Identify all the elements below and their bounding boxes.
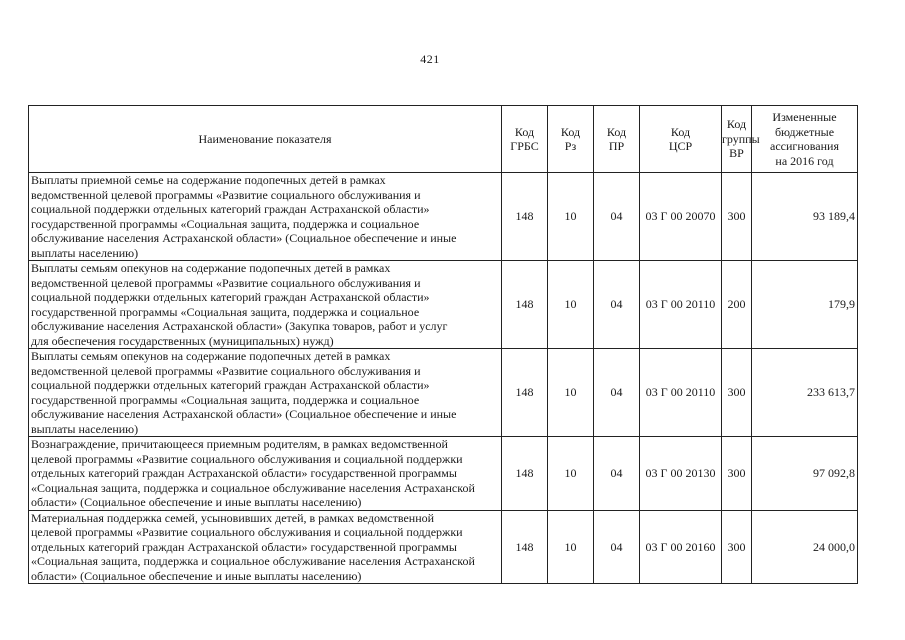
cell-grbs: 148 xyxy=(502,173,548,261)
row-description: Материальная поддержка семей, усыновивших детей, в рамках ведомственной целевой программы «Развитие социального обслуживания и социальной поддержки отдельных категорий граждан Астраханской области» государственной программы «Социальная защита, поддержка и социальное обслуживание населения Астраханской области» (Социальное обеспечение и иные выплаты населению) xyxy=(29,510,502,584)
cell-pr: 04 xyxy=(594,437,640,511)
cell-amount: 97 092,8 xyxy=(752,437,858,511)
cell-pr: 04 xyxy=(594,173,640,261)
cell-csr: 03 Г 00 20160 xyxy=(640,510,722,584)
cell-grbs: 148 xyxy=(502,437,548,511)
header-vr: Код группы ВР xyxy=(722,106,752,173)
row-description: Выплаты приемной семье на содержание подопечных детей в рамках ведомственной целевой программы «Развитие социального обслуживания и социальной поддержки отдельных категорий граждан Астраханской области» государственной программы «Социальная защита, поддержка и социальное обслуживание населения Астраханской области» (Социальное обеспечение и иные выплаты населению) xyxy=(29,173,502,261)
row-description: Выплаты семьям опекунов на содержание подопечных детей в рамках ведомственной целевой программы «Развитие социального обслуживания и социальной поддержки отдельных категорий граждан Астраханской области» государственной программы «Социальная защита, поддержка и социальное обслуживание населения Астраханской области» (Социальное обеспечение и иные выплаты населению) xyxy=(29,349,502,437)
cell-pr: 04 xyxy=(594,510,640,584)
table-row xyxy=(29,510,858,584)
cell-csr: 03 Г 00 20110 xyxy=(640,349,722,437)
header-row xyxy=(29,106,858,173)
cell-vr: 300 xyxy=(722,349,752,437)
header-pr: Код ПР xyxy=(594,106,640,173)
header-grbs: Код ГРБС xyxy=(502,106,548,173)
row-description: Вознаграждение, причитающееся приемным родителям, в рамках ведомственной целевой программы «Развитие социального обслуживания и социальной поддержки отдельных категорий граждан Астраханской области» государственной программы «Социальная защита, поддержка и социальное обслуживание населения Астраханской области» (Социальное обеспечение и иные выплаты населению) xyxy=(29,437,502,511)
cell-vr: 300 xyxy=(722,173,752,261)
header-csr: Код ЦСР xyxy=(640,106,722,173)
cell-rz: 10 xyxy=(548,510,594,584)
cell-csr: 03 Г 00 20110 xyxy=(640,261,722,349)
cell-pr: 04 xyxy=(594,261,640,349)
cell-csr: 03 Г 00 20130 xyxy=(640,437,722,511)
header-amount: Измененные бюджетные ассигнования на 2016 год xyxy=(752,106,858,173)
cell-vr: 300 xyxy=(722,437,752,511)
cell-rz: 10 xyxy=(548,261,594,349)
table-row xyxy=(29,173,858,261)
header-indicator-name: Наименование показателя xyxy=(29,106,502,173)
cell-grbs: 148 xyxy=(502,349,548,437)
cell-amount: 233 613,7 xyxy=(752,349,858,437)
cell-amount: 179,9 xyxy=(752,261,858,349)
row-description: Выплаты семьям опекунов на содержание подопечных детей в рамках ведомственной целевой программы «Развитие социального обслуживания и социальной поддержки отдельных категорий граждан Астраханской области» государственной программы «Социальная защита, поддержка и социальное обслуживание населения Астраханской области» (Закупка товаров, работ и услуг для обеспечения государственных (муниципальных) нужд) xyxy=(29,261,502,349)
cell-grbs: 148 xyxy=(502,261,548,349)
cell-rz: 10 xyxy=(548,349,594,437)
cell-amount: 24 000,0 xyxy=(752,510,858,584)
cell-rz: 10 xyxy=(548,173,594,261)
cell-amount: 93 189,4 xyxy=(752,173,858,261)
cell-vr: 200 xyxy=(722,261,752,349)
cell-grbs: 148 xyxy=(502,510,548,584)
cell-csr: 03 Г 00 20070 xyxy=(640,173,722,261)
cell-rz: 10 xyxy=(548,437,594,511)
table-row xyxy=(29,349,858,437)
cell-vr: 300 xyxy=(722,510,752,584)
table-row xyxy=(29,437,858,511)
cell-pr: 04 xyxy=(594,349,640,437)
table-row xyxy=(29,261,858,349)
page-number: 421 xyxy=(420,52,440,66)
header-rz: Код Рз xyxy=(548,106,594,173)
budget-table xyxy=(28,105,858,584)
